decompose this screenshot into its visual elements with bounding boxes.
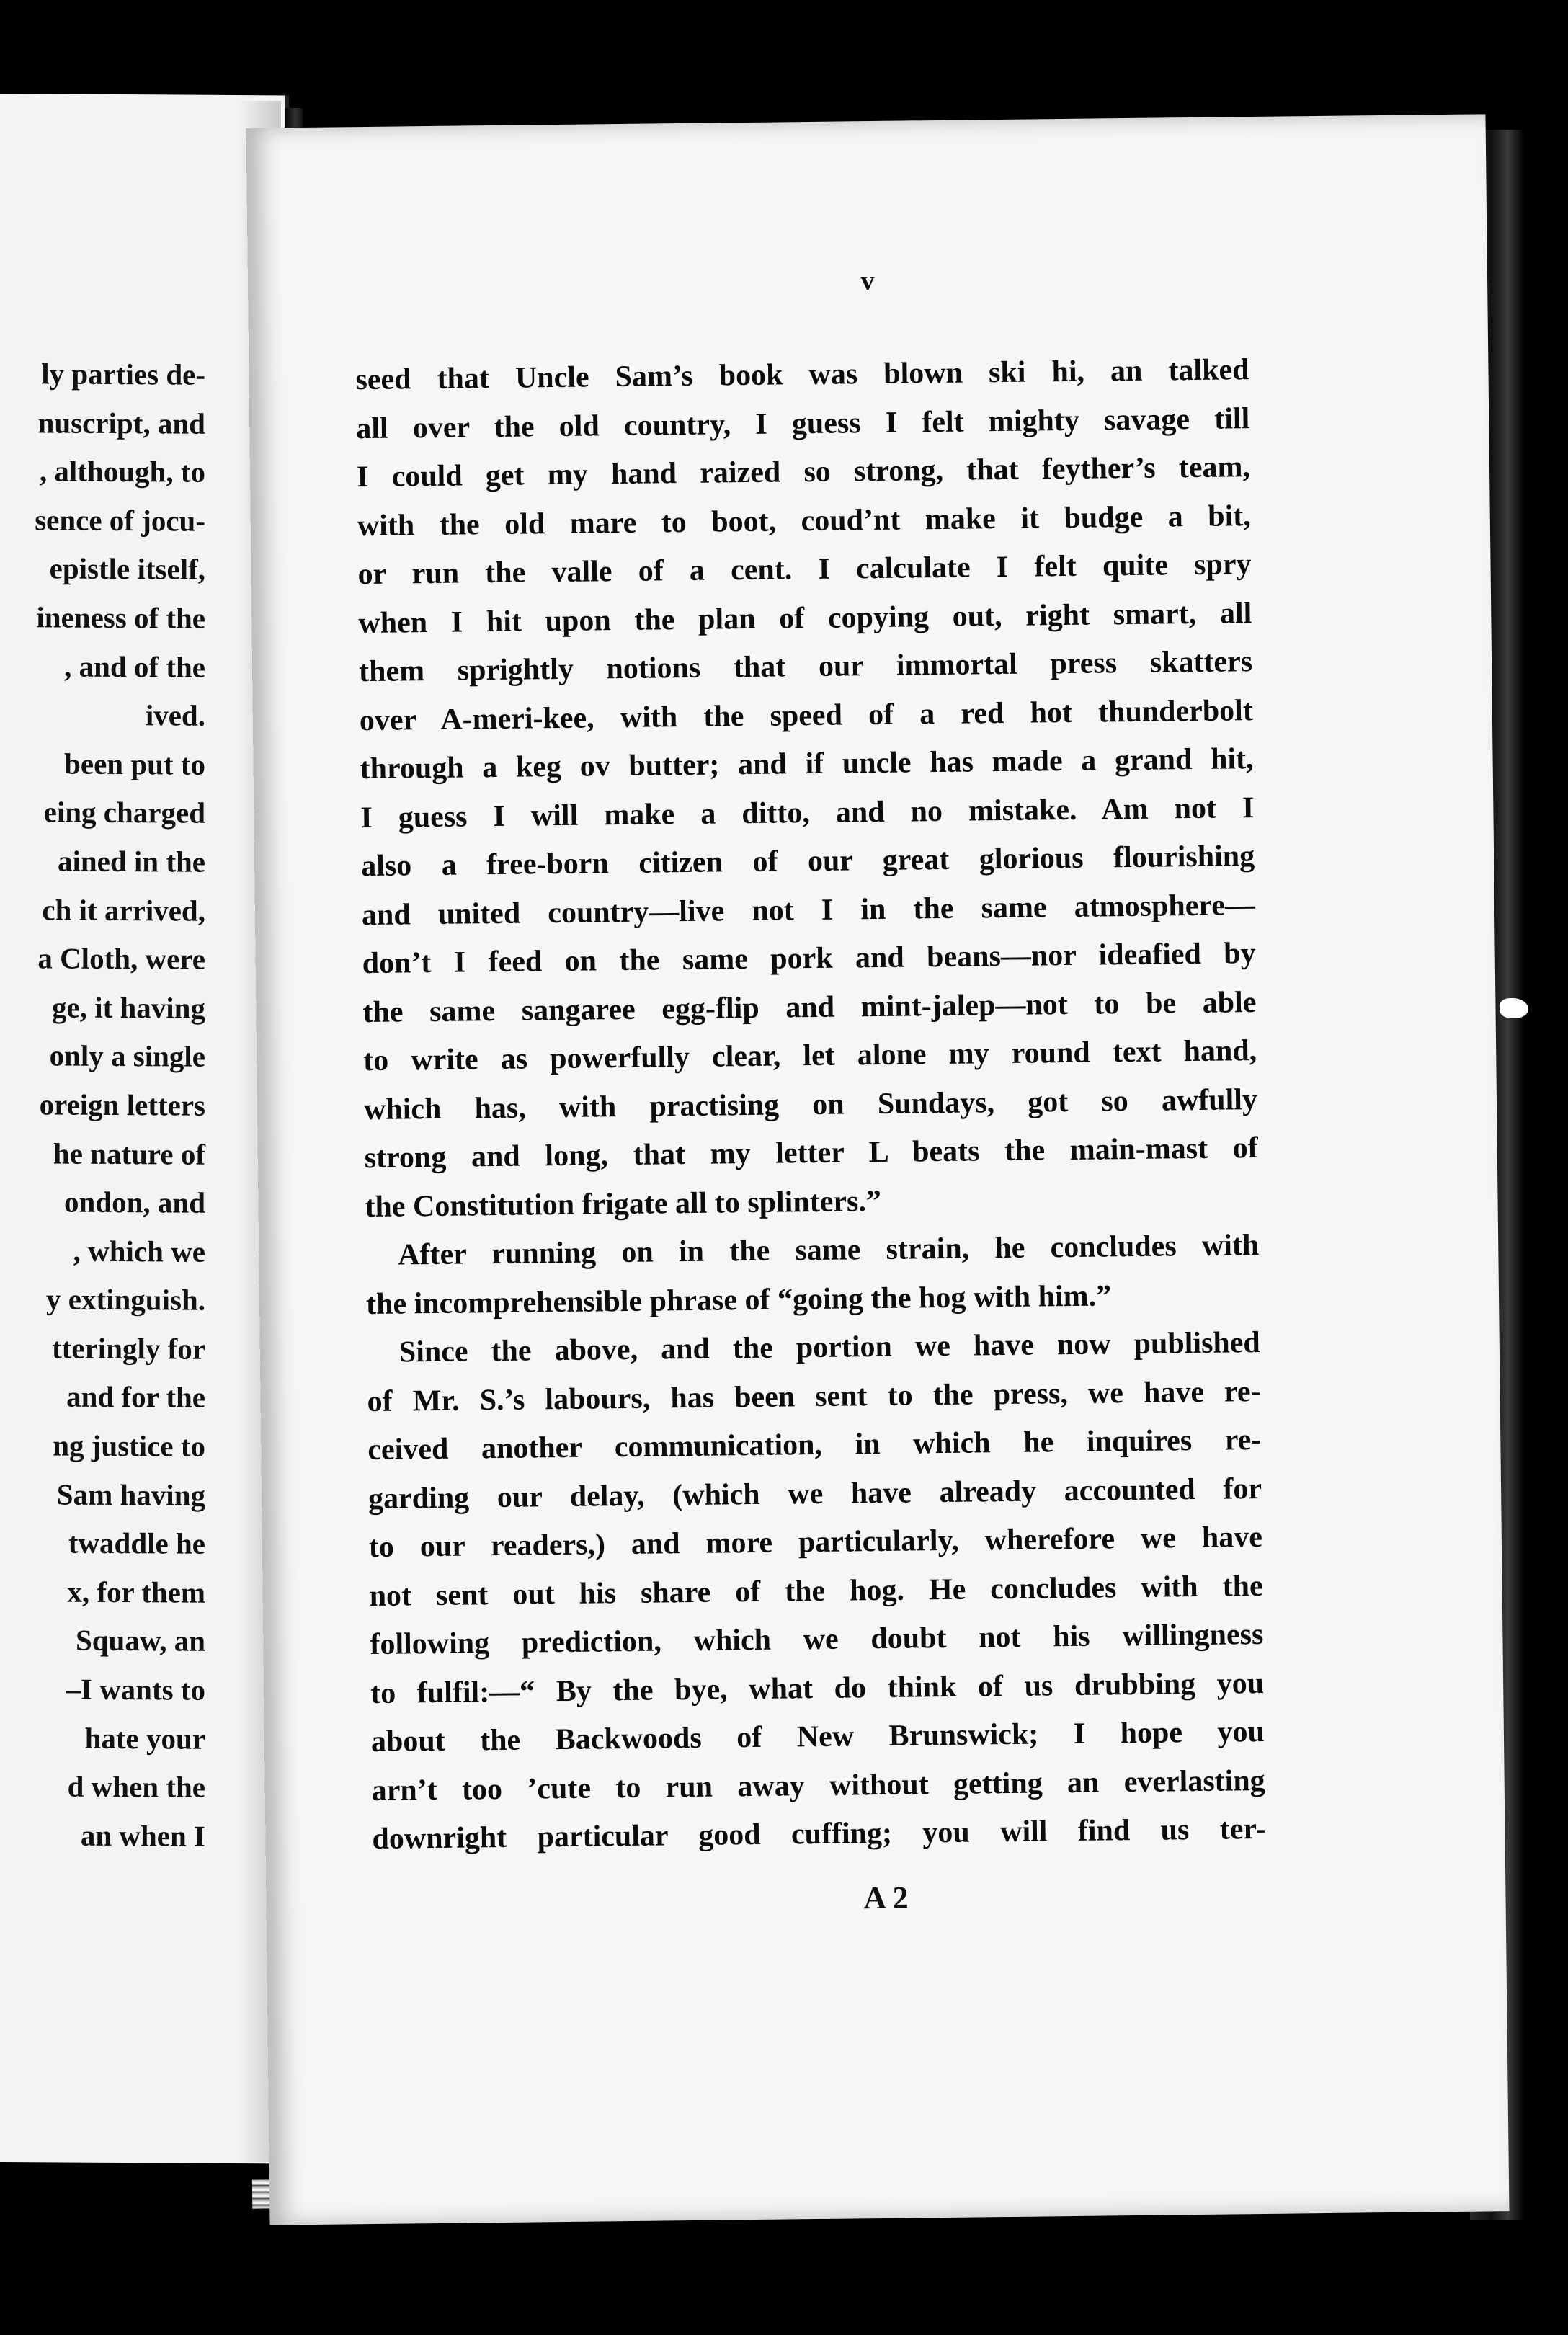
text-line: of Mr. S.’s labours, has been sent to the press, we have re- <box>367 1374 1261 1418</box>
left-text-line: only a single <box>49 1038 205 1074</box>
signature-mark: A 2 <box>863 1880 909 1916</box>
left-text-line: , which we <box>73 1234 205 1268</box>
page-body-text <box>355 346 1266 1864</box>
left-text-line: ch it arrived, <box>42 892 205 928</box>
left-page-text <box>0 349 205 1861</box>
text-line: all over the old country, I guess I felt mighty savage till <box>356 401 1250 445</box>
text-line: seed that Uncle Sam’s book was blown ski hi, an talked <box>355 353 1250 397</box>
left-text-line: twaddle he <box>68 1526 205 1560</box>
text-line: After running on in the same strain, he concludes with <box>398 1229 1260 1272</box>
left-text-line: d when the <box>67 1769 205 1804</box>
left-text-line: hate your <box>84 1721 205 1756</box>
left-text-line: , although, to <box>39 454 205 489</box>
main-page <box>246 114 1510 2225</box>
text-line: not sent out his share of the hog. He concludes with the <box>369 1569 1263 1613</box>
page-number-roman: v <box>860 265 875 297</box>
left-text-line: eing charged <box>43 795 205 830</box>
text-line: them sprightly notions that our immortal press skatters <box>358 645 1253 689</box>
left-text-line: ived. <box>145 698 205 732</box>
left-text-line: nuscript, and <box>37 405 205 440</box>
text-line: the same sangaree egg-flip and mint-jalep—not to be able <box>362 985 1257 1029</box>
text-line: about the Backwoods of New Brunswick; I hope you <box>370 1714 1265 1759</box>
text-line: downright particular good cuffing; you will find us ter- <box>372 1812 1266 1856</box>
text-line: following prediction, which we doubt not his willingness <box>370 1617 1264 1662</box>
left-text-line: Sam having <box>56 1477 205 1512</box>
scan-speck <box>1500 998 1528 1018</box>
text-line: don’t I feed on the same pork and beans—nor ideafied by <box>362 937 1256 981</box>
left-text-line: Squaw, an <box>75 1624 205 1658</box>
left-text-line: ineness of the <box>36 600 205 635</box>
text-line: strong and long, that my letter L beats the main-mast of <box>364 1131 1258 1175</box>
text-line: with the old mare to boot, coud’nt make it budge a bit, <box>357 499 1252 543</box>
left-text-line: he nature of <box>53 1136 205 1171</box>
left-text-line: ge, it having <box>52 990 205 1025</box>
left-text-line: sence of jocu- <box>35 503 205 538</box>
left-text-line: tteringly for <box>52 1331 205 1366</box>
text-line: which has, with practising on Sundays, got so awfully <box>363 1082 1258 1126</box>
left-text-line: ained in the <box>57 844 205 879</box>
left-text-line: an when I <box>80 1818 205 1853</box>
left-text-line: x, for them <box>67 1575 205 1609</box>
text-line: to fulfil:—“ By the bye, what do think of us drubbing you <box>370 1666 1265 1710</box>
text-line: when I hit upon the plan of copying out, right smart, all <box>358 596 1252 640</box>
left-text-line: , and of the <box>64 649 205 684</box>
text-line: and united country—live not I in the same atmosphere— <box>361 888 1256 932</box>
text-line: I guess I will make a ditto, and no mistake. Am not I <box>360 791 1255 835</box>
left-text-line: epistle itself, <box>49 551 205 587</box>
left-text-line: y extinguish. <box>46 1282 205 1317</box>
text-line: to our readers,) and more particularly, wherefore we have <box>368 1520 1263 1565</box>
text-line: I could get my hand raized so strong, that feyther’s team, <box>356 450 1251 494</box>
text-line: Since the above, and the portion we have now published <box>398 1325 1261 1369</box>
text-line: also a free-born citizen of our great glorious flourishing <box>360 840 1255 884</box>
left-text-line: been put to <box>64 747 205 781</box>
left-text-line: and for the <box>66 1380 205 1415</box>
left-text-line: ondon, and <box>63 1185 205 1219</box>
left-text-line: a Cloth, were <box>37 941 205 976</box>
text-line: ceived another communication, in which he inquires re- <box>368 1423 1262 1467</box>
text-line: to write as powerfully clear, let alone my round text hand, <box>362 1034 1257 1078</box>
text-line: garding our delay, (which we have already accounted for <box>368 1472 1262 1516</box>
text-line: through a keg ov butter; and if uncle has made a grand hit, <box>360 742 1254 786</box>
text-line: arn’t too ’cute to run away without getting an everlasting <box>371 1764 1265 1807</box>
text-line: the Constitution frigate all to splinters.” <box>365 1184 882 1224</box>
left-text-line: ng justice to <box>53 1428 205 1463</box>
left-text-line: ly parties de- <box>41 357 205 391</box>
text-line: the incomprehensible phrase of “going the hog with him.” <box>365 1278 1112 1321</box>
left-text-line: –I wants to <box>66 1672 205 1707</box>
text-line: over A-meri-kee, with the speed of a red hot thunderbolt <box>359 693 1254 737</box>
text-line: or run the valle of a cent. I calculate I felt quite spry <box>357 548 1252 592</box>
left-text-line: oreign letters <box>39 1088 205 1122</box>
